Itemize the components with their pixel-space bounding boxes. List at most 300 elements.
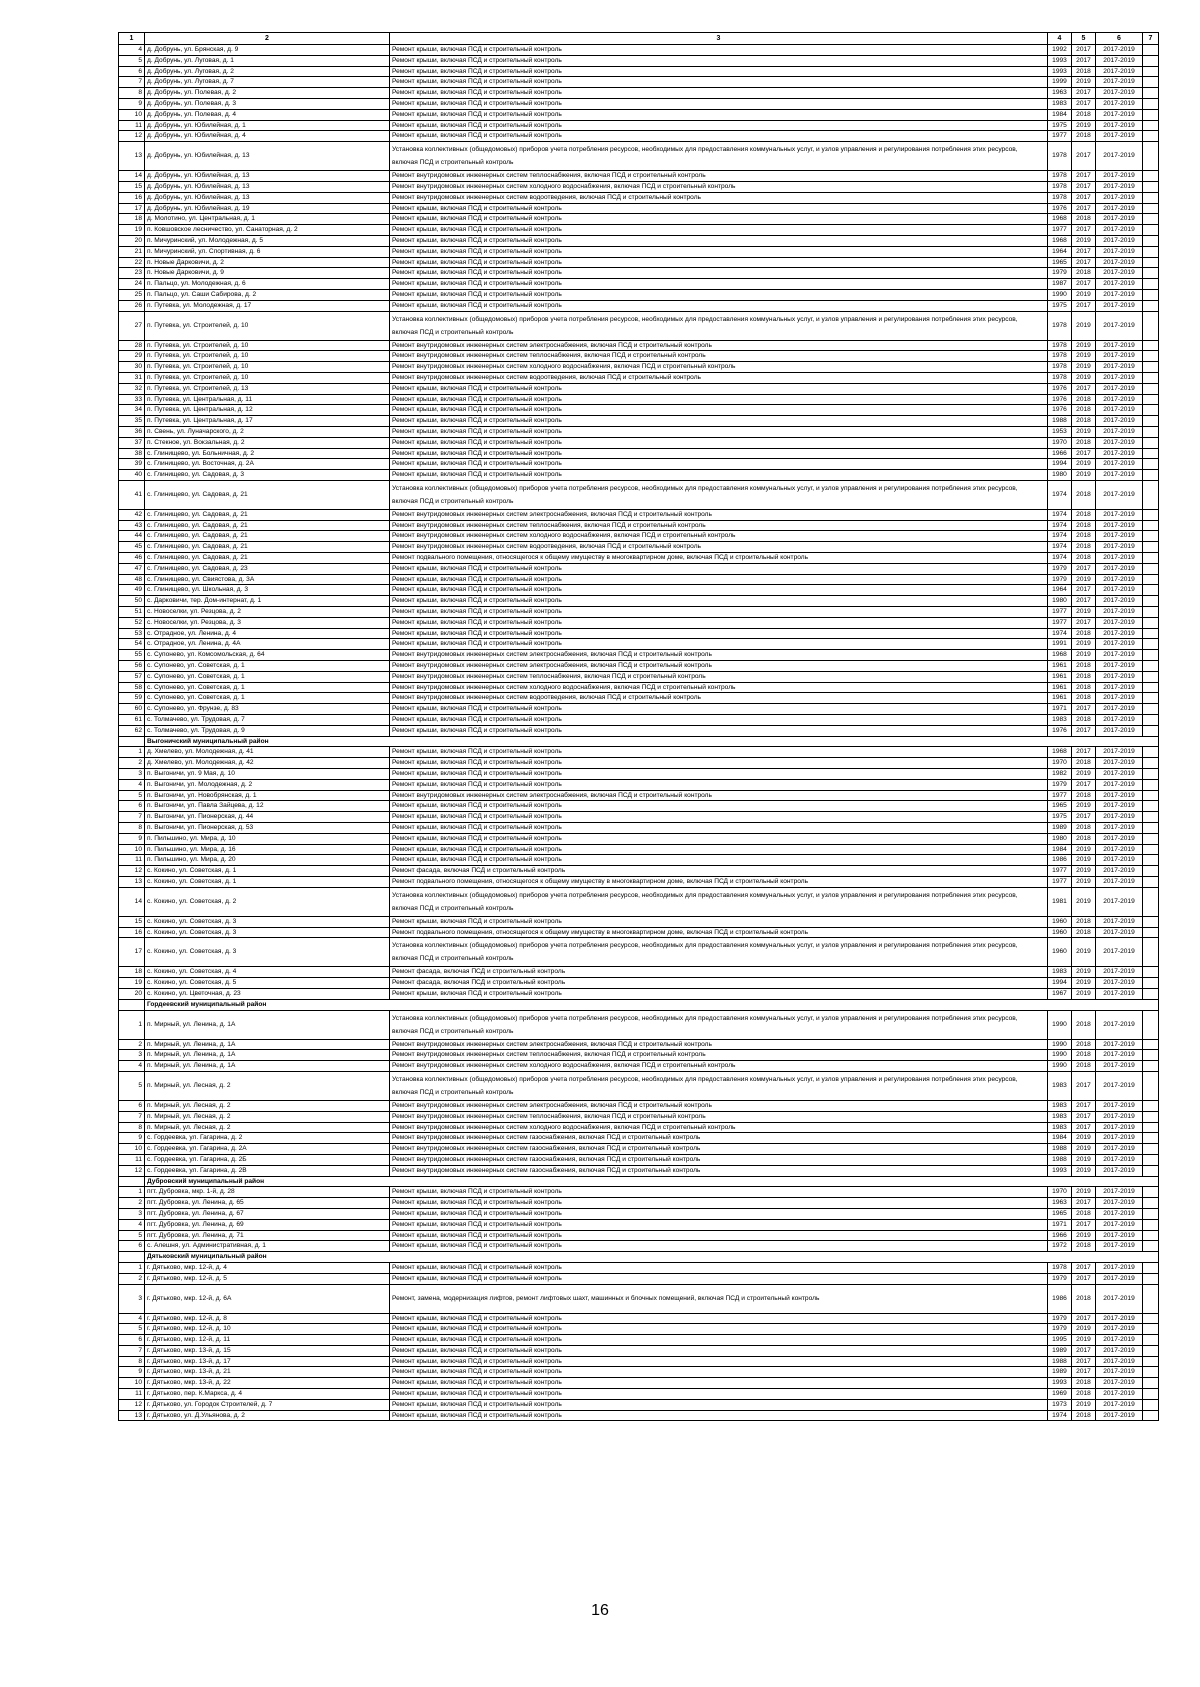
plan-year-cell: 2018 <box>1072 394 1096 405</box>
row-number: 24 <box>119 279 145 290</box>
period-cell: 2017-2019 <box>1096 246 1143 257</box>
cell <box>119 1176 145 1187</box>
cell <box>1143 448 1159 459</box>
table-row <box>119 938 1159 967</box>
period-cell: 2017-2019 <box>1096 978 1143 989</box>
work-type-cell: Ремонт крыши, включая ПСД и строительный контроль <box>390 1399 1048 1410</box>
capital-repair-table <box>118 32 1159 1421</box>
period-cell: 2017-2019 <box>1096 585 1143 596</box>
address-cell: с. Кокино, ул. Советская, д. 3 <box>145 916 390 927</box>
period-cell: 2017-2019 <box>1096 1039 1143 1050</box>
row-number: 3 <box>119 1050 145 1061</box>
table-row <box>119 1284 1159 1313</box>
section-row <box>119 1252 1159 1263</box>
table-row <box>119 1010 1159 1039</box>
work-type-cell: Ремонт внутридомовых инженерных систем теплоснабжения, включая ПСД и строительный контроль <box>390 171 1048 182</box>
plan-year-cell: 2017 <box>1072 279 1096 290</box>
plan-year-cell: 2018 <box>1072 1284 1096 1313</box>
cell <box>1143 394 1159 405</box>
cell <box>1143 1198 1159 1209</box>
address-cell: п. Ковшовское лесничество, ул. Санаторная, д. 2 <box>145 225 390 236</box>
cell <box>119 999 145 1010</box>
period-cell: 2017-2019 <box>1096 394 1143 405</box>
work-type-cell: Ремонт крыши, включая ПСД и строительный контроль <box>390 563 1048 574</box>
work-type-cell: Ремонт внутридомовых инженерных систем электроснабжения, включая ПСД и строительный контроль <box>390 340 1048 351</box>
period-cell: 2017-2019 <box>1096 639 1143 650</box>
year-built-cell: 1968 <box>1048 747 1072 758</box>
cell <box>1143 383 1159 394</box>
address-cell: д. Добрунь, ул. Юбилейная, д. 13 <box>145 171 390 182</box>
work-type-cell: Ремонт крыши, включая ПСД и строительный контроль <box>390 459 1048 470</box>
year-built-cell: 1984 <box>1048 1133 1072 1144</box>
table-row <box>119 171 1159 182</box>
cell <box>1143 596 1159 607</box>
year-built-cell: 1977 <box>1048 617 1072 628</box>
address-cell: д. Хмелево, ул. Молодежная, д. 41 <box>145 747 390 758</box>
cell <box>1143 1133 1159 1144</box>
table-row <box>119 563 1159 574</box>
work-type-cell: Ремонт крыши, включая ПСД и строительный контроль <box>390 279 1048 290</box>
address-cell: г. Дятьково, мкр. 13-й, д. 15 <box>145 1345 390 1356</box>
row-number: 12 <box>119 131 145 142</box>
row-number: 1 <box>119 1262 145 1273</box>
plan-year-cell: 2018 <box>1072 109 1096 120</box>
period-cell: 2017-2019 <box>1096 876 1143 887</box>
plan-year-cell: 2018 <box>1072 1010 1096 1039</box>
period-cell: 2017-2019 <box>1096 1335 1143 1346</box>
row-number: 10 <box>119 844 145 855</box>
year-built-cell: 1975 <box>1048 812 1072 823</box>
plan-year-cell: 2017 <box>1072 203 1096 214</box>
period-cell: 2017-2019 <box>1096 383 1143 394</box>
address-cell: п. Мирный, ул. Ленина, д. 1А <box>145 1039 390 1050</box>
period-cell: 2017-2019 <box>1096 1208 1143 1219</box>
plan-year-cell: 2019 <box>1072 77 1096 88</box>
work-type-cell: Ремонт крыши, включая ПСД и строительный контроль <box>390 812 1048 823</box>
year-built-cell: 1984 <box>1048 844 1072 855</box>
work-type-cell: Ремонт крыши, включая ПСД и строительный контроль <box>390 66 1048 77</box>
year-built-cell: 1989 <box>1048 1367 1072 1378</box>
plan-year-cell: 2017 <box>1072 181 1096 192</box>
table-row <box>119 77 1159 88</box>
table-row <box>119 1262 1159 1273</box>
plan-year-cell: 2018 <box>1072 628 1096 639</box>
work-type-cell: Ремонт подвального помещения, относящегося к общему имуществу в многоквартирном доме, включая ПСД и строительный контроль <box>390 553 1048 564</box>
plan-year-cell: 2017 <box>1072 1122 1096 1133</box>
work-type-cell: Ремонт крыши, включая ПСД и строительный контроль <box>390 448 1048 459</box>
plan-year-cell: 2017 <box>1072 98 1096 109</box>
period-cell: 2017-2019 <box>1096 289 1143 300</box>
period-cell: 2017-2019 <box>1096 470 1143 481</box>
year-built-cell: 1974 <box>1048 531 1072 542</box>
work-type-cell: Ремонт внутридомовых инженерных систем газоснабжения, включая ПСД и строительный контроль <box>390 1133 1048 1144</box>
work-type-cell: Ремонт внутридомовых инженерных систем водоотведения, включая ПСД и строительный контроль <box>390 693 1048 704</box>
table-row <box>119 340 1159 351</box>
plan-year-cell: 2019 <box>1072 978 1096 989</box>
period-cell: 2017-2019 <box>1096 661 1143 672</box>
year-built-cell: 1983 <box>1048 1071 1072 1100</box>
plan-year-cell: 2017 <box>1072 563 1096 574</box>
period-cell: 2017-2019 <box>1096 823 1143 834</box>
address-cell: д. Добрунь, ул. Юбилейная, д. 1 <box>145 120 390 131</box>
work-type-cell: Ремонт крыши, включая ПСД и строительный контроль <box>390 855 1048 866</box>
period-cell: 2017-2019 <box>1096 225 1143 236</box>
plan-year-cell: 2018 <box>1072 1050 1096 1061</box>
header-row <box>119 33 1159 45</box>
plan-year-cell: 2018 <box>1072 715 1096 726</box>
year-built-cell: 1977 <box>1048 225 1072 236</box>
period-cell: 2017-2019 <box>1096 1010 1143 1039</box>
period-cell: 2017-2019 <box>1096 715 1143 726</box>
row-number: 16 <box>119 927 145 938</box>
row-number: 11 <box>119 1389 145 1400</box>
year-built-cell: 1981 <box>1048 887 1072 916</box>
table-row <box>119 916 1159 927</box>
row-number: 3 <box>119 1284 145 1313</box>
year-built-cell: 1978 <box>1048 351 1072 362</box>
year-built-cell: 1974 <box>1048 553 1072 564</box>
row-number: 56 <box>119 661 145 672</box>
cell <box>1143 470 1159 481</box>
address-cell: с. Отрадное, ул. Ленина, д. 4А <box>145 639 390 650</box>
work-type-cell: Ремонт внутридомовых инженерных систем газоснабжения, включая ПСД и строительный контроль <box>390 1165 1048 1176</box>
year-built-cell: 1953 <box>1048 426 1072 437</box>
work-type-cell: Ремонт внутридомовых инженерных систем холодного водоснабжения, включая ПСД и строительный контроль <box>390 1061 1048 1072</box>
period-cell: 2017-2019 <box>1096 214 1143 225</box>
row-number: 11 <box>119 1154 145 1165</box>
table-row <box>119 268 1159 279</box>
table-row <box>119 844 1159 855</box>
work-type-cell: Ремонт, замена, модернизация лифтов, ремонт лифтовых шахт, машинных и блочных помещений, включая ПСД и строительный контроль <box>390 1284 1048 1313</box>
address-cell: с. Глинищево, ул. Восточная, д. 2А <box>145 459 390 470</box>
row-number: 42 <box>119 509 145 520</box>
cell <box>1143 520 1159 531</box>
address-cell: с. Кокино, ул. Советская, д. 2 <box>145 887 390 916</box>
plan-year-cell: 2019 <box>1072 967 1096 978</box>
address-cell: п. Пильшино, ул. Мира, д. 20 <box>145 855 390 866</box>
row-number: 7 <box>119 1345 145 1356</box>
cell <box>1143 1187 1159 1198</box>
row-number: 16 <box>119 192 145 203</box>
cell <box>1143 628 1159 639</box>
period-cell: 2017-2019 <box>1096 607 1143 618</box>
table-row <box>119 747 1159 758</box>
col-header: 1 <box>119 33 145 45</box>
plan-year-cell: 2019 <box>1072 426 1096 437</box>
work-type-cell: Ремонт внутридомовых инженерных систем электроснабжения, включая ПСД и строительный контроль <box>390 1039 1048 1050</box>
work-type-cell: Ремонт крыши, включая ПСД и строительный контроль <box>390 394 1048 405</box>
table-row <box>119 131 1159 142</box>
period-cell: 2017-2019 <box>1096 1345 1143 1356</box>
row-number: 26 <box>119 300 145 311</box>
year-built-cell: 1978 <box>1048 340 1072 351</box>
cell <box>1143 758 1159 769</box>
year-built-cell: 1983 <box>1048 1122 1072 1133</box>
work-type-cell: Ремонт внутридомовых инженерных систем холодного водоснабжения, включая ПСД и строительный контроль <box>390 682 1048 693</box>
address-cell: п. Пильшино, ул. Мира, д. 16 <box>145 844 390 855</box>
address-cell: с. Супонево, ул. Советская, д. 1 <box>145 682 390 693</box>
year-built-cell: 1974 <box>1048 1410 1072 1421</box>
cell <box>1143 509 1159 520</box>
plan-year-cell: 2017 <box>1072 1356 1096 1367</box>
row-number: 17 <box>119 938 145 967</box>
address-cell: п. Путевка, ул. Строителей, д. 10 <box>145 340 390 351</box>
cell <box>1143 203 1159 214</box>
period-cell: 2017-2019 <box>1096 203 1143 214</box>
section-title: Дятьковский муниципальный район <box>145 1252 1159 1263</box>
plan-year-cell: 2017 <box>1072 1100 1096 1111</box>
address-cell: с. Глинищево, ул. Садовая, д. 21 <box>145 531 390 542</box>
work-type-cell: Ремонт крыши, включая ПСД и строительный контроль <box>390 120 1048 131</box>
work-type-cell: Ремонт крыши, включая ПСД и строительный контроль <box>390 704 1048 715</box>
work-type-cell: Ремонт крыши, включая ПСД и строительный контроль <box>390 747 1048 758</box>
table-row <box>119 289 1159 300</box>
work-type-cell: Ремонт внутридомовых инженерных систем газоснабжения, включая ПСД и строительный контроль <box>390 1154 1048 1165</box>
plan-year-cell: 2019 <box>1072 351 1096 362</box>
address-cell: п. Путевка, ул. Строителей, д. 13 <box>145 383 390 394</box>
year-built-cell: 1961 <box>1048 693 1072 704</box>
period-cell: 2017-2019 <box>1096 844 1143 855</box>
table-row <box>119 1219 1159 1230</box>
period-cell: 2017-2019 <box>1096 1219 1143 1230</box>
cell <box>1143 1100 1159 1111</box>
plan-year-cell: 2017 <box>1072 617 1096 628</box>
table-row <box>119 553 1159 564</box>
address-cell: п. Мирный, ул. Лесная, д. 2 <box>145 1071 390 1100</box>
work-type-cell: Ремонт крыши, включая ПСД и строительный контроль <box>390 1198 1048 1209</box>
plan-year-cell: 2017 <box>1072 45 1096 56</box>
work-type-cell: Ремонт крыши, включая ПСД и строительный контроль <box>390 98 1048 109</box>
period-cell: 2017-2019 <box>1096 1324 1143 1335</box>
period-cell: 2017-2019 <box>1096 1241 1143 1252</box>
cell <box>1143 311 1159 340</box>
work-type-cell: Ремонт крыши, включая ПСД и строительный контроль <box>390 801 1048 812</box>
plan-year-cell: 2017 <box>1072 779 1096 790</box>
table-row <box>119 437 1159 448</box>
row-number: 5 <box>119 1324 145 1335</box>
cell <box>1143 1241 1159 1252</box>
row-number: 4 <box>119 1061 145 1072</box>
page-number: 16 <box>591 1602 609 1619</box>
cell <box>1143 459 1159 470</box>
year-built-cell: 1984 <box>1048 109 1072 120</box>
table-row <box>119 181 1159 192</box>
cell <box>1143 715 1159 726</box>
row-number: 7 <box>119 77 145 88</box>
table-row <box>119 1410 1159 1421</box>
cell <box>1143 1345 1159 1356</box>
address-cell: г. Дятьково, ул. Д.Ульянова, д. 2 <box>145 1410 390 1421</box>
table-row <box>119 88 1159 99</box>
cell <box>1143 812 1159 823</box>
year-built-cell: 1983 <box>1048 1100 1072 1111</box>
plan-year-cell: 2018 <box>1072 1241 1096 1252</box>
plan-year-cell: 2019 <box>1072 340 1096 351</box>
address-cell: п. Выгоничи, ул. Пионерская, д. 44 <box>145 812 390 823</box>
period-cell: 2017-2019 <box>1096 671 1143 682</box>
period-cell: 2017-2019 <box>1096 769 1143 780</box>
address-cell: с. Глинищево, ул. Садовая, д. 21 <box>145 542 390 553</box>
plan-year-cell: 2018 <box>1072 131 1096 142</box>
year-built-cell: 1974 <box>1048 480 1072 509</box>
work-type-cell: Ремонт крыши, включая ПСД и строительный контроль <box>390 607 1048 618</box>
year-built-cell: 1976 <box>1048 383 1072 394</box>
year-built-cell: 1979 <box>1048 1324 1072 1335</box>
row-number: 8 <box>119 823 145 834</box>
table-row <box>119 1039 1159 1050</box>
table-row <box>119 661 1159 672</box>
cell <box>1143 844 1159 855</box>
address-cell: п. Мирный, ул. Лесная, д. 2 <box>145 1100 390 1111</box>
cell <box>1143 1050 1159 1061</box>
row-number: 17 <box>119 203 145 214</box>
row-number: 48 <box>119 574 145 585</box>
table-row <box>119 1241 1159 1252</box>
year-built-cell: 1978 <box>1048 362 1072 373</box>
year-built-cell: 1971 <box>1048 704 1072 715</box>
col-header: 6 <box>1096 33 1143 45</box>
period-cell: 2017-2019 <box>1096 916 1143 927</box>
address-cell: г. Дятьково, мкр. 12-й, д. 11 <box>145 1335 390 1346</box>
period-cell: 2017-2019 <box>1096 855 1143 866</box>
plan-year-cell: 2018 <box>1072 1410 1096 1421</box>
year-built-cell: 1988 <box>1048 416 1072 427</box>
table-row <box>119 351 1159 362</box>
cell <box>1143 563 1159 574</box>
work-type-cell: Ремонт внутридомовых инженерных систем газоснабжения, включая ПСД и строительный контроль <box>390 1144 1048 1155</box>
period-cell: 2017-2019 <box>1096 1356 1143 1367</box>
address-cell: п. Путевка, ул. Строителей, д. 10 <box>145 372 390 383</box>
work-type-cell: Ремонт крыши, включая ПСД и строительный контроль <box>390 916 1048 927</box>
work-type-cell: Ремонт крыши, включая ПСД и строительный контроль <box>390 1241 1048 1252</box>
year-built-cell: 1980 <box>1048 596 1072 607</box>
work-type-cell: Ремонт крыши, включая ПСД и строительный контроль <box>390 416 1048 427</box>
address-cell: д. Добрунь, ул. Луговая, д. 7 <box>145 77 390 88</box>
address-cell: п. Выгоничи, ул. 9 Мая, д. 10 <box>145 769 390 780</box>
address-cell: с. Кокино, ул. Советская, д. 4 <box>145 967 390 978</box>
work-type-cell: Ремонт крыши, включая ПСД и строительный контроль <box>390 470 1048 481</box>
row-number: 62 <box>119 725 145 736</box>
section-row <box>119 736 1159 747</box>
work-type-cell: Ремонт крыши, включая ПСД и строительный контроль <box>390 426 1048 437</box>
period-cell: 2017-2019 <box>1096 704 1143 715</box>
cell <box>1143 214 1159 225</box>
row-number: 60 <box>119 704 145 715</box>
year-built-cell: 1991 <box>1048 639 1072 650</box>
row-number: 14 <box>119 171 145 182</box>
work-type-cell: Ремонт крыши, включая ПСД и строительный контроль <box>390 300 1048 311</box>
work-type-cell: Ремонт крыши, включая ПСД и строительный контроль <box>390 769 1048 780</box>
cell <box>1143 142 1159 171</box>
year-built-cell: 1979 <box>1048 268 1072 279</box>
work-type-cell: Ремонт крыши, включая ПСД и строительный контроль <box>390 1378 1048 1389</box>
period-cell: 2017-2019 <box>1096 1071 1143 1100</box>
period-cell: 2017-2019 <box>1096 1122 1143 1133</box>
table-row <box>119 596 1159 607</box>
period-cell: 2017-2019 <box>1096 1144 1143 1155</box>
cell <box>1143 351 1159 362</box>
work-type-cell: Ремонт крыши, включая ПСД и строительный контроль <box>390 574 1048 585</box>
period-cell: 2017-2019 <box>1096 192 1143 203</box>
address-cell: с. Супонево, ул. Советская, д. 1 <box>145 671 390 682</box>
period-cell: 2017-2019 <box>1096 88 1143 99</box>
address-cell: д. Добрунь, ул. Луговая, д. 1 <box>145 55 390 66</box>
plan-year-cell: 2018 <box>1072 542 1096 553</box>
year-built-cell: 1976 <box>1048 394 1072 405</box>
work-type-cell: Ремонт крыши, включая ПСД и строительный контроль <box>390 1324 1048 1335</box>
cell <box>1143 693 1159 704</box>
table-row <box>119 927 1159 938</box>
plan-year-cell: 2019 <box>1072 876 1096 887</box>
period-cell: 2017-2019 <box>1096 426 1143 437</box>
row-number: 40 <box>119 470 145 481</box>
table-row <box>119 109 1159 120</box>
work-type-cell: Ремонт внутридомовых инженерных систем электроснабжения, включая ПСД и строительный контроль <box>390 509 1048 520</box>
address-cell: с. Супонево, ул. Советская, д. 1 <box>145 693 390 704</box>
table-row <box>119 1345 1159 1356</box>
cell <box>119 1252 145 1263</box>
plan-year-cell: 2018 <box>1072 693 1096 704</box>
work-type-cell: Ремонт внутридомовых инженерных систем холодного водоснабжения, включая ПСД и строительный контроль <box>390 362 1048 373</box>
plan-year-cell: 2018 <box>1072 823 1096 834</box>
year-built-cell: 1993 <box>1048 1378 1072 1389</box>
year-built-cell: 1967 <box>1048 988 1072 999</box>
plan-year-cell: 2018 <box>1072 671 1096 682</box>
year-built-cell: 1970 <box>1048 437 1072 448</box>
section-title: Гордеевский муниципальный район <box>145 999 1159 1010</box>
table-row <box>119 416 1159 427</box>
work-type-cell: Ремонт крыши, включая ПСД и строительный контроль <box>390 131 1048 142</box>
row-number: 3 <box>119 769 145 780</box>
address-cell: п. Выгоничи, ул. Пионерская, д. 53 <box>145 823 390 834</box>
period-cell: 2017-2019 <box>1096 1133 1143 1144</box>
table-row <box>119 607 1159 618</box>
row-number: 36 <box>119 426 145 437</box>
address-cell: г. Дятьково, мкр. 12-й, д. 10 <box>145 1324 390 1335</box>
period-cell: 2017-2019 <box>1096 938 1143 967</box>
year-built-cell: 1973 <box>1048 1399 1072 1410</box>
row-number: 51 <box>119 607 145 618</box>
address-cell: п. Мирный, ул. Ленина, д. 1А <box>145 1010 390 1039</box>
row-number: 8 <box>119 1122 145 1133</box>
table-row <box>119 779 1159 790</box>
row-number: 6 <box>119 66 145 77</box>
table-row <box>119 715 1159 726</box>
cell <box>1143 109 1159 120</box>
year-built-cell: 1994 <box>1048 459 1072 470</box>
row-number: 27 <box>119 311 145 340</box>
table-row <box>119 628 1159 639</box>
row-number: 2 <box>119 1039 145 1050</box>
table-row <box>119 203 1159 214</box>
cell <box>1143 876 1159 887</box>
table-row <box>119 98 1159 109</box>
address-cell: с. Новоселки, ул. Резцова, д. 2 <box>145 607 390 618</box>
cell <box>1143 650 1159 661</box>
plan-year-cell: 2017 <box>1072 747 1096 758</box>
address-cell: г. Дятьково, мкр. 13-й, д. 17 <box>145 1356 390 1367</box>
plan-year-cell: 2018 <box>1072 66 1096 77</box>
table-row <box>119 682 1159 693</box>
year-built-cell: 1978 <box>1048 181 1072 192</box>
address-cell: п. Мичуринский, ул. Спортивная, д. 6 <box>145 246 390 257</box>
work-type-cell: Установка коллективных (общедомовых) приборов учета потребления ресурсов, необходимых для предоставления коммунальных услуг, и узлов управления и регулирования потребления этих ресурсов, включая ПСД и строительный контроль <box>390 938 1048 967</box>
period-cell: 2017-2019 <box>1096 596 1143 607</box>
row-number: 6 <box>119 1241 145 1252</box>
work-type-cell: Ремонт крыши, включая ПСД и строительный контроль <box>390 1356 1048 1367</box>
address-cell: п. Новые Дарковичи, д. 9 <box>145 268 390 279</box>
address-cell: д. Добрунь, ул. Полевая, д. 4 <box>145 109 390 120</box>
